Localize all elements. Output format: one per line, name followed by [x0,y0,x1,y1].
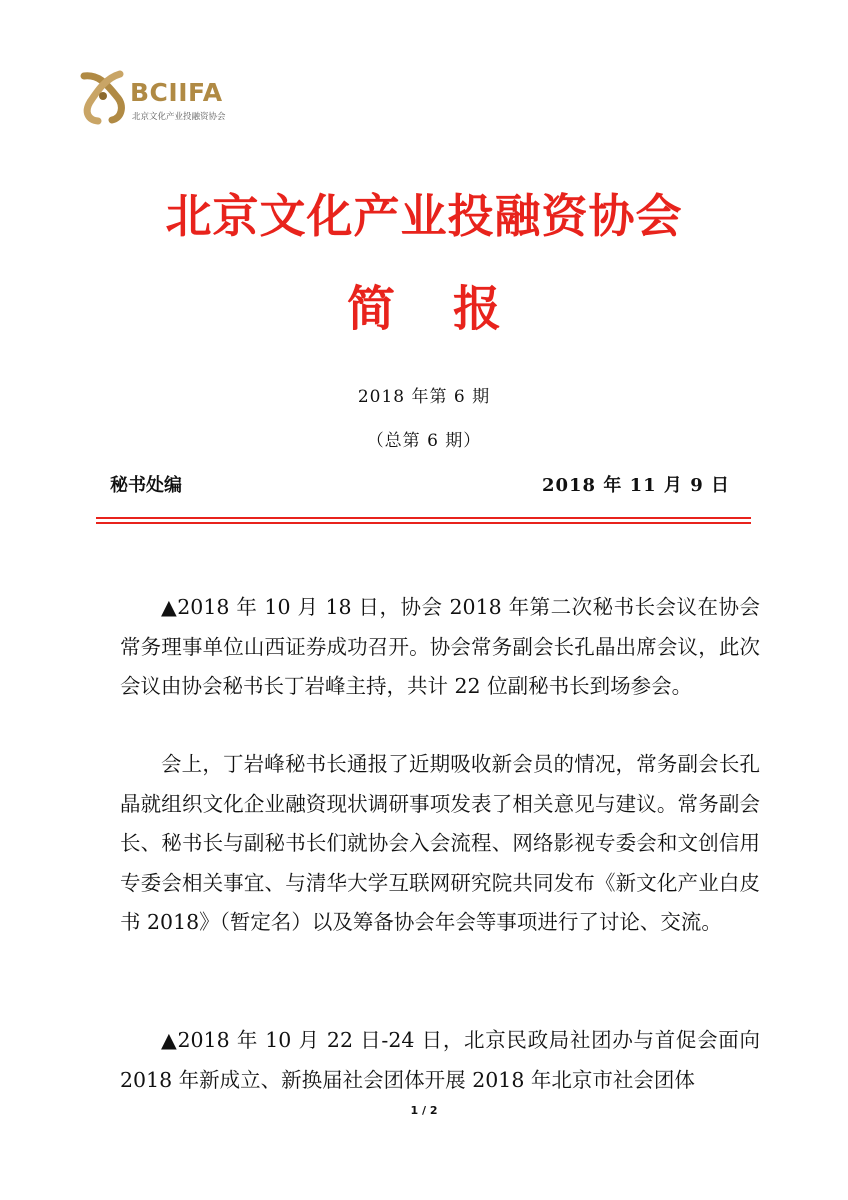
news-paragraph-3: ▲2018 年 10 月 22 日-24 日，北京民政局社团办与首促会面向 2018 年新成立、新换届社会团体开展 2018 年北京市社会团体 [120,1028,760,1092]
logo-subtitle: 北京文化产业投融资协会 [132,112,226,122]
logo-text: BCIIFA [130,78,223,107]
publish-date: 2018 年 11 月 9 日 [541,475,730,496]
bulletin-title: 简报 [346,281,559,337]
news-paragraph-1: ▲2018 年 10 月 18 日，协会 2018 年第二次秘书长会议在协会常务理事单位山西证券成功召开。协会常务副会长孔晶出席会议，此次会议由协会秘书长丁岩峰主持，共计 22 位副秘书长到场参会。 [120,595,760,698]
header-divider-top [96,517,751,519]
issue-number: 2018 年第 6 期 [357,387,491,407]
bciifa-logo [78,66,258,130]
header-divider-bottom [96,522,751,524]
page-number: 1 / 2 [410,1104,438,1117]
issue-total: （总第 6 期） [366,431,482,451]
news-paragraph-2: 会上，丁岩峰秘书长通报了近期吸收新会员的情况，常务副会长孔晶就组织文化企业融资现状调研事项发表了相关意见与建议。常务副会长、秘书长与副秘书长们就协会入会流程、网络影视专委会和文创信用专委会相关事宜、与清华大学互联网研究院共同发布《新文化产业白皮书 2018》（暂定名）以及筹备协会年会等事项进行了讨论、交流。 [120,752,760,934]
editor-label: 秘书处编 [110,475,182,496]
organization-title: 北京文化产业投融资协会 [165,189,683,243]
bciifa-emblem-icon [78,66,128,126]
